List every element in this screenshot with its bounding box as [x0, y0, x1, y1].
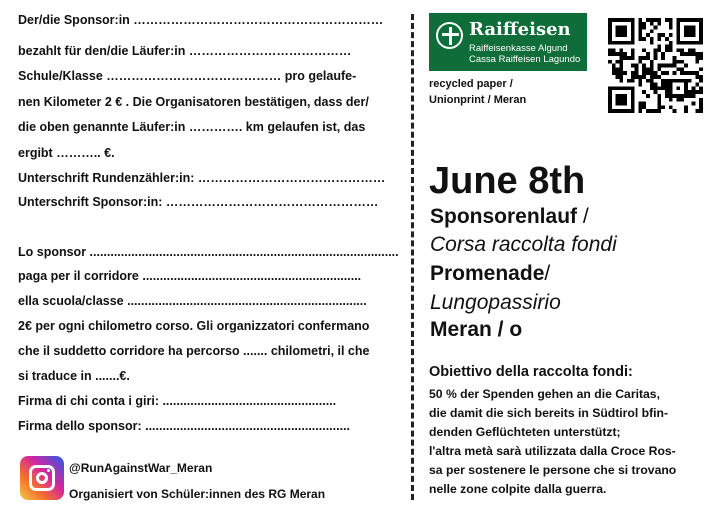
raiffeisen-logo [429, 13, 587, 71]
form-it-counter-signature: Firma di chi conta i giri: .................................................. [18, 394, 337, 408]
form-it-text-line: 2€ per ogni chilometro corso. Gli organizzatori confermano [18, 319, 370, 333]
goal-title: Obiettivo della raccolta fondi: [429, 364, 633, 380]
print-note-line: Unionprint / Meran [429, 94, 527, 106]
form-it-school-line: ella scuola/classe ..................................................................... [18, 294, 367, 308]
form-de-total-line: ergibt ……….. €. [18, 146, 115, 160]
sponsor-line-1: Raiffeisenkasse Algund [469, 43, 568, 54]
print-note-line: recycled paper / [429, 78, 513, 90]
dashed-cut-line [411, 14, 414, 500]
form-de-sponsor-line: Der/die Sponsor:in …………………………………………………… [18, 13, 384, 27]
event-city: Meran / o [430, 318, 523, 341]
separator-slash: / [544, 262, 551, 285]
goal-line: 50 % der Spenden gehen an die Caritas, [429, 387, 660, 401]
organizer-note: Organisiert von Schüler:innen des RG Meran [69, 487, 326, 501]
goal-line: nelle zone colpite dalla guerra. [429, 482, 607, 496]
sponsor-line-2: Cassa Raiffeisen Lagundo [469, 54, 581, 65]
form-it-text-line: che il suddetto corridore ha percorso ....... chilometri, il che [18, 344, 370, 358]
event-title-it: Corsa raccolta fondi [430, 233, 617, 256]
event-place-de: Promenade [430, 262, 545, 285]
form-de-counter-signature: Unterschrift Rundenzähler:in: ……………………………………… [18, 171, 386, 185]
form-de-runner-line: bezahlt für den/die Läufer:in ………………………………… [18, 44, 352, 58]
event-title-de-row [430, 205, 589, 229]
instagram-icon [20, 456, 64, 500]
form-it-sponsor-line: Lo sponsor ......................................................................................... [18, 245, 399, 259]
goal-line: sa per sostenere le persone che si trovano [429, 463, 677, 477]
qr-code [608, 18, 703, 113]
form-de-sponsor-signature: Unterschrift Sponsor:in: …………………………………………… [18, 195, 379, 209]
goal-line: denden Geflüchteten unterstützt; [429, 425, 621, 439]
form-it-total-line: si traduce in .......€. [18, 369, 130, 383]
goal-line: l'altra metà sarà utilizzata dalla Croce Ros- [429, 444, 676, 458]
instagram-handle: @RunAgainstWar_Meran [69, 461, 213, 475]
event-place-de-row [430, 262, 550, 286]
event-place-it: Lungopassirio [430, 291, 561, 314]
raiffeisen-cross-logo-icon [436, 22, 463, 49]
form-de-text-line: nen Kilometer 2 € . Die Organisatoren bestätigen, dass der/ [18, 95, 369, 109]
form-it-runner-line: paga per il corridore ............................................................... [18, 269, 362, 283]
event-date: June 8th [429, 160, 586, 202]
form-de-text-line: die oben genannte Läufer:in …………. km gelaufen ist, das [18, 120, 366, 134]
sponsor-brand: Raiffeisen [469, 19, 571, 40]
event-title-de: Sponsorenlauf [430, 205, 578, 228]
print-note [429, 76, 526, 108]
separator-slash: / [577, 205, 589, 228]
goal-line: die damit die sich bereits in Südtirol bfin- [429, 406, 669, 420]
form-it-sponsor-signature: Firma dello sponsor: ........................................................... [18, 419, 351, 433]
form-de-school-line: Schule/Klasse …………………………………… pro gelaufe- [18, 69, 357, 83]
